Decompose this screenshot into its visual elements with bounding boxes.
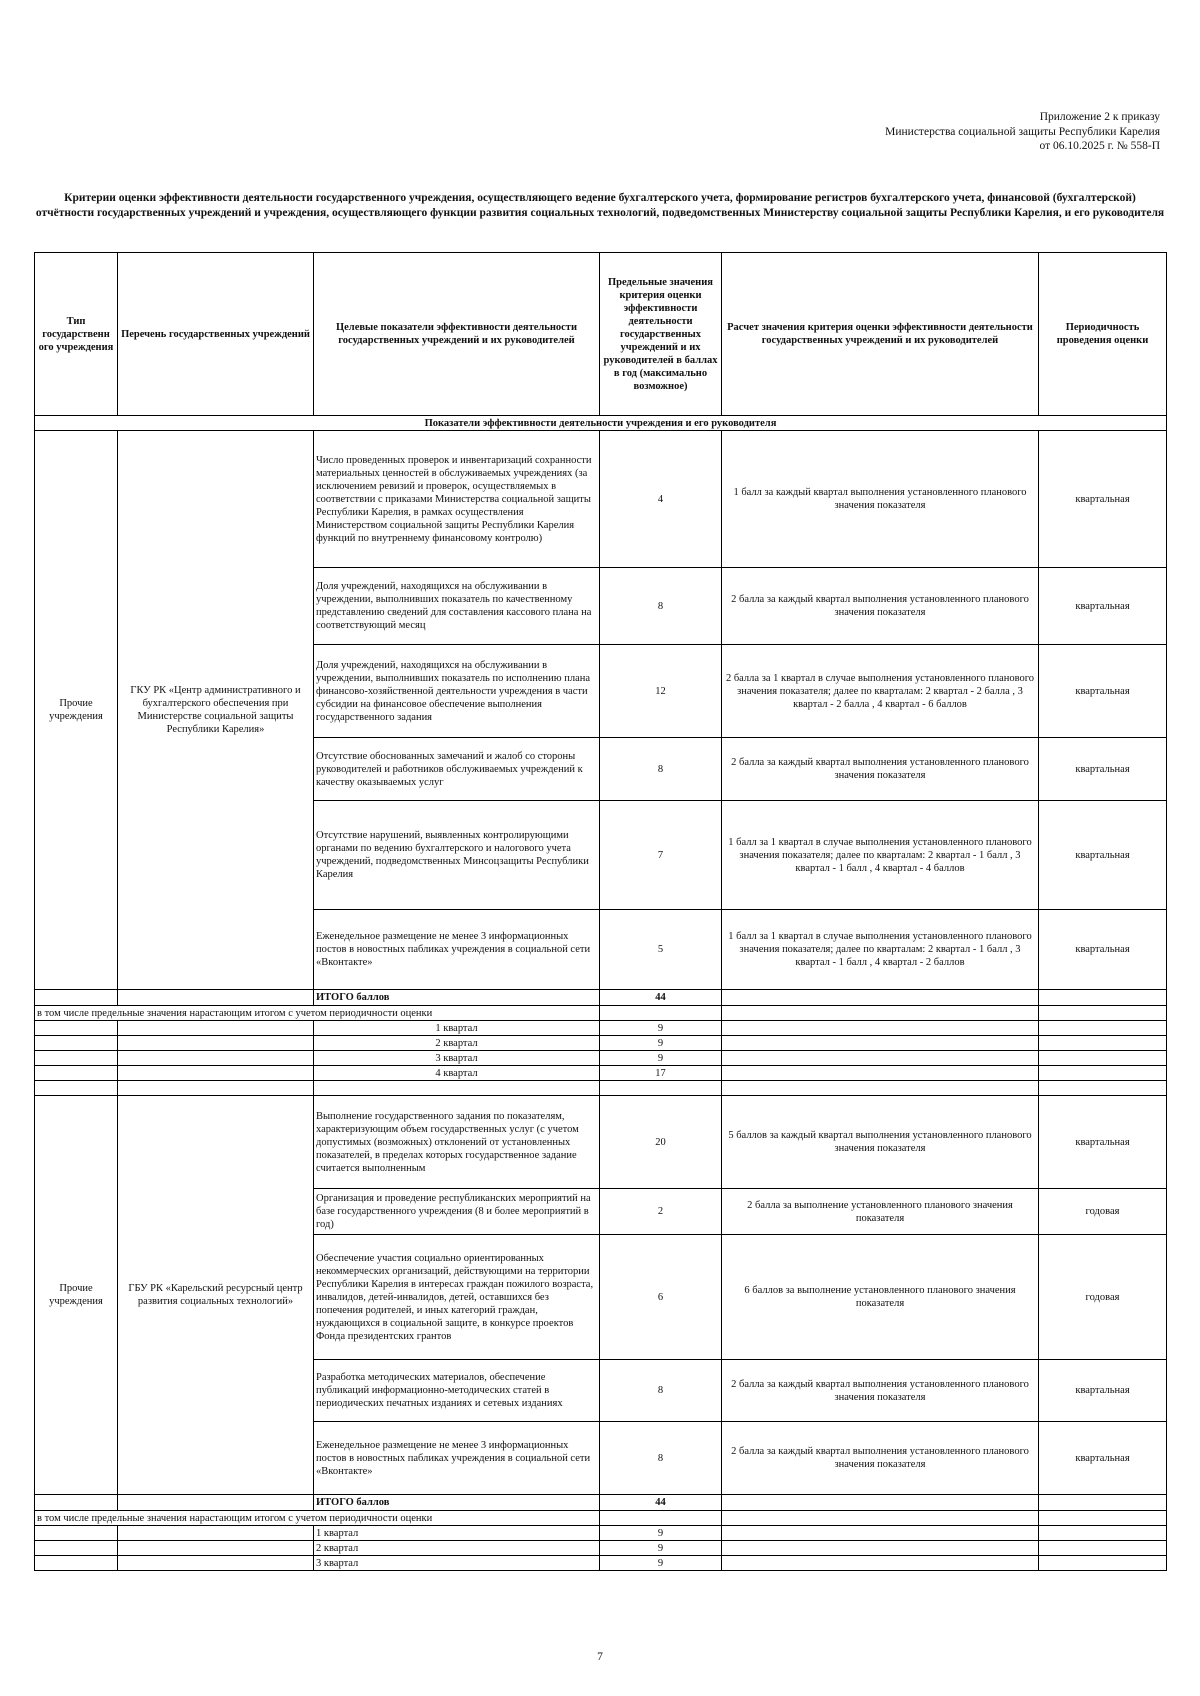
- period-value: квартальная: [1039, 1096, 1167, 1189]
- calc-method: 2 балла за 1 квартал в случае выполнения установленного планового значения показателя; далее по кварталам: 2 квартал - 2 балла , 3 квартал - 2 балла , 4 квартал - 6 баллов: [722, 645, 1039, 738]
- cumulative-row: [35, 1511, 1167, 1526]
- institution-type: Прочие учреждения: [35, 431, 118, 990]
- institution-name: ГКУ РК «Центр административного и бухгалтерского обеспечения при Министерстве социальной защиты Республики Карелия»: [118, 431, 314, 990]
- total-row: [35, 1495, 1167, 1511]
- page-number: 7: [597, 1651, 603, 1663]
- points-value: 2: [600, 1189, 722, 1235]
- quarter-label: 1 квартал: [314, 1021, 600, 1036]
- table-row: [35, 1096, 1167, 1189]
- period-value: квартальная: [1039, 568, 1167, 645]
- quarter-label: 2 квартал: [314, 1541, 600, 1556]
- target-indicator: Число проведенных проверок и инвентаризаций сохранности материальных ценностей в обслуживаемых учреждениях (за исключением ревизий и проверок, осуществляемых в соответствии с приказами Министерства социальной защиты Республики Карелия, в рамках осуществления Министерством социальной защиты Республики Карелия функций по внутреннему финансовому контролю): [314, 431, 600, 568]
- criteria-table-container: [34, 252, 1166, 1571]
- calc-method: 2 балла за каждый квартал выполнения установленного планового значения показателя: [722, 1422, 1039, 1495]
- period-value: квартальная: [1039, 431, 1167, 568]
- criteria-table: [34, 252, 1167, 1571]
- points-value: 6: [600, 1235, 722, 1360]
- points-value: 7: [600, 801, 722, 910]
- institution-type: Прочие учреждения: [35, 1096, 118, 1495]
- period-value: годовая: [1039, 1235, 1167, 1360]
- total-value: 44: [600, 1495, 722, 1511]
- table-header-row: [35, 253, 1167, 416]
- appendix-line-1: Приложение 2 к приказу: [1039, 111, 1160, 123]
- quarter-row: [35, 1036, 1167, 1051]
- target-indicator: Выполнение государственного задания по показателям, характеризующим объем государственных услуг (с учетом допустимых (возможных) отклонений от установленных показателей, в пределах которых государственное задание считается выполненным: [314, 1096, 600, 1189]
- quarter-row: [35, 1051, 1167, 1066]
- target-indicator: Разработка методических материалов, обеспечение публикаций информационно-методических статей в периодических печатных изданиях и сетевых изданиях: [314, 1360, 600, 1422]
- appendix-header: [760, 110, 1160, 154]
- quarter-row: [35, 1021, 1167, 1036]
- quarter-row: [35, 1541, 1167, 1556]
- target-indicator: Еженедельное размещение не менее 3 информационных постов в новостных пабликах учреждения в социальной сети «Вконтакте»: [314, 1422, 600, 1495]
- calc-method: 1 балл за 1 квартал в случае выполнения установленного планового значения показателя; далее по кварталам: 2 квартал - 1 балл , 3 квартал - 1 балл , 4 квартал - 2 баллов: [722, 910, 1039, 990]
- section-title: Показатели эффективности деятельности учреждения и его руководителя: [35, 416, 1167, 431]
- period-value: квартальная: [1039, 1422, 1167, 1495]
- quarter-value: 9: [600, 1051, 722, 1066]
- points-value: 5: [600, 910, 722, 990]
- quarter-row: [35, 1066, 1167, 1081]
- target-indicator: Доля учреждений, находящихся на обслуживании в учреждении, выполнивших показатель по исполнению плана финансово-хозяйственной деятельности учреждения в части субсидии на финансовое обеспечение выполнения государственного задания: [314, 645, 600, 738]
- quarter-value: 9: [600, 1541, 722, 1556]
- target-indicator: Обеспечение участия социально ориентированных некоммерческих организаций, действующими на территории Республики Карелия в интересах граждан пожилого возраста, инвалидов, детей-инвалидов, детей, оставшихся без попечения родителей, и иных категорий граждан, нуждающихся в социальной защите, в конкурсе проектов Фонда президентских грантов: [314, 1235, 600, 1360]
- period-value: квартальная: [1039, 801, 1167, 910]
- quarter-value: 9: [600, 1021, 722, 1036]
- header-targets: Целевые показатели эффективности деятельности государственных учреждений и их руководителей: [314, 253, 600, 416]
- quarter-label: 3 квартал: [314, 1556, 600, 1571]
- calc-method: 5 баллов за каждый квартал выполнения установленного планового значения показателя: [722, 1096, 1039, 1189]
- header-calc: Расчет значения критерия оценки эффективности деятельности государственных учреждений и их руководителей: [722, 253, 1039, 416]
- header-type: Тип государственн ого учреждения: [35, 253, 118, 416]
- calc-method: 1 балл за каждый квартал выполнения установленного планового значения показателя: [722, 431, 1039, 568]
- target-indicator: Организация и проведение республиканских мероприятий на базе государственного учреждения (8 и более мероприятий в год): [314, 1189, 600, 1235]
- calc-method: 6 баллов за выполнение установленного планового значения показателя: [722, 1235, 1039, 1360]
- points-value: 12: [600, 645, 722, 738]
- points-value: 8: [600, 738, 722, 801]
- calc-method: 2 балла за каждый квартал выполнения установленного планового значения показателя: [722, 1360, 1039, 1422]
- calc-method: 2 балла за каждый квартал выполнения установленного планового значения показателя: [722, 738, 1039, 801]
- total-label: ИТОГО баллов: [314, 990, 600, 1006]
- cumulative-row: [35, 1006, 1167, 1021]
- period-value: годовая: [1039, 1189, 1167, 1235]
- calc-method: 2 балла за каждый квартал выполнения установленного планового значения показателя: [722, 568, 1039, 645]
- quarter-row: [35, 1556, 1167, 1571]
- quarter-label: 1 квартал: [314, 1526, 600, 1541]
- total-value: 44: [600, 990, 722, 1006]
- quarter-value: 9: [600, 1036, 722, 1051]
- calc-method: 1 балл за 1 квартал в случае выполнения установленного планового значения показателя; далее по кварталам: 2 квартал - 1 балл , 3 квартал - 1 балл , 4 квартал - 4 баллов: [722, 801, 1039, 910]
- total-row: [35, 990, 1167, 1006]
- calc-method: 2 балла за выполнение установленного планового значения показателя: [722, 1189, 1039, 1235]
- cumulative-label: в том числе предельные значения нарастающим итогом с учетом периодичности оценки: [35, 1511, 600, 1526]
- points-value: 8: [600, 1422, 722, 1495]
- spacer-row: [35, 1081, 1167, 1096]
- quarter-value: 17: [600, 1066, 722, 1081]
- period-value: квартальная: [1039, 910, 1167, 990]
- total-label: ИТОГО баллов: [314, 1495, 600, 1511]
- target-indicator: Доля учреждений, находящихся на обслуживании в учреждении, выполнивших показатель по качественному представлению сведений для составления кассового плана на соответствующий месяц: [314, 568, 600, 645]
- quarter-row: [35, 1526, 1167, 1541]
- header-list: Перечень государственных учреждений: [118, 253, 314, 416]
- quarter-label: 3 квартал: [314, 1051, 600, 1066]
- period-value: квартальная: [1039, 738, 1167, 801]
- table-row: [35, 431, 1167, 568]
- quarter-label: 2 квартал: [314, 1036, 600, 1051]
- quarter-label: 4 квартал: [314, 1066, 600, 1081]
- institution-name: ГБУ РК «Карельский ресурсный центр развития социальных технологий»: [118, 1096, 314, 1495]
- appendix-line-2: Министерства социальной защиты Республики Карелия: [885, 125, 1160, 138]
- header-limits: Предельные значения критерия оценки эффективности деятельности государственных учреждений и их руководителей в баллах в год (максимально возможное): [600, 253, 722, 416]
- target-indicator: Отсутствие нарушений, выявленных контролирующими органами по ведению бухгалтерского и налогового учета учреждений, подведомственных Минсоцзащиты Республики Карелия: [314, 801, 600, 910]
- target-indicator: Отсутствие обоснованных замечаний и жалоб со стороны руководителей и работников обслуживаемых учреждений к качеству оказываемых услуг: [314, 738, 600, 801]
- appendix-line-3: от 06.10.2025 г. № 558-П: [1039, 140, 1160, 152]
- quarter-value: 9: [600, 1556, 722, 1571]
- document-title: Критерии оценки эффективности деятельности государственного учреждения, осуществляющего ведение бухгалтерского учета, формирование регистров бухгалтерского учета, финансовой (бухгалтерской) отчётности государственных учреждений и учреждения, осуществляющего функции развития социальных технологий, подведомственных Министерству социальной защиты Республики Карелия, и его руководителя: [35, 192, 1165, 219]
- quarter-value: 9: [600, 1526, 722, 1541]
- points-value: 20: [600, 1096, 722, 1189]
- points-value: 8: [600, 568, 722, 645]
- period-value: квартальная: [1039, 1360, 1167, 1422]
- points-value: 4: [600, 431, 722, 568]
- target-indicator: Еженедельное размещение не менее 3 информационных постов в новостных пабликах учреждения в социальной сети «Вконтакте»: [314, 910, 600, 990]
- points-value: 8: [600, 1360, 722, 1422]
- cumulative-label: в том числе предельные значения нарастающим итогом с учетом периодичности оценки: [35, 1006, 600, 1021]
- header-period: Периодичность проведения оценки: [1039, 253, 1167, 416]
- period-value: квартальная: [1039, 645, 1167, 738]
- section-title-row: [35, 416, 1167, 431]
